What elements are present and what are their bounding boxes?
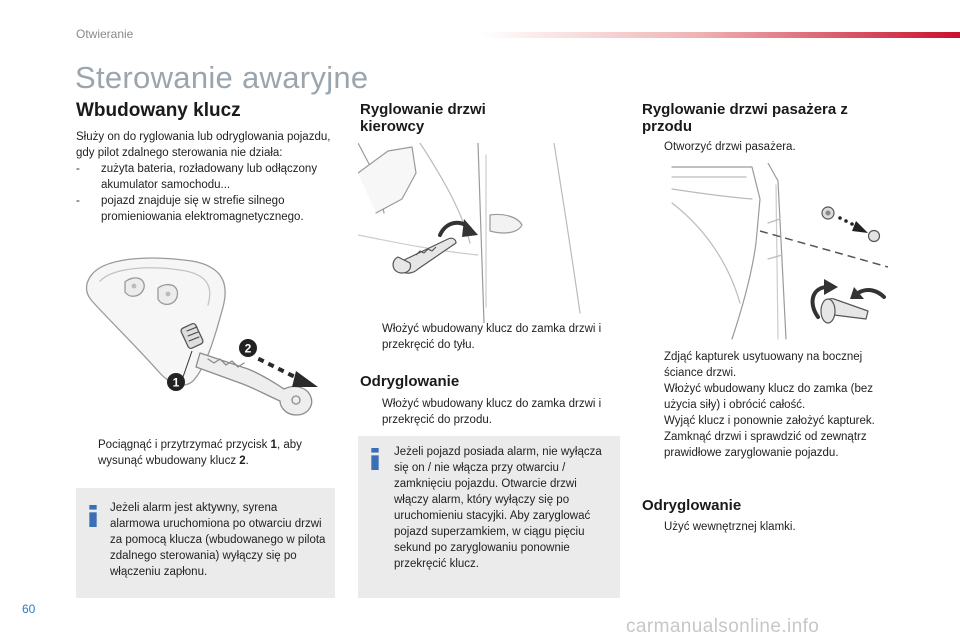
list-item	[76, 193, 346, 225]
list-item-text: pojazd znajduje się w strefie silnego promieniowania elektromagnetycznego.	[101, 195, 304, 223]
instruction-check-lock	[642, 429, 892, 461]
bullet-arrow-icon	[642, 429, 664, 461]
list-dash: -	[76, 195, 80, 207]
callout-2: 2	[244, 341, 252, 356]
instruction-text: Włożyć wbudowany klucz do zamka (bez użycia siły) i obrócić całość.	[664, 383, 873, 411]
instruction-driver-unlock	[360, 396, 618, 428]
instruction-insert-key	[642, 381, 892, 413]
bullet-arrow-icon	[642, 519, 664, 535]
instruction-text: Pociągnąć i przytrzymać przycisk 1, aby wysunąć wbudowany klucz 2.	[98, 439, 302, 467]
info-box-alarm-superlock	[358, 436, 620, 598]
instruction-passenger-unlock	[642, 519, 892, 535]
passenger-door-illustration	[668, 163, 888, 343]
info-icon	[368, 448, 382, 470]
list-item	[76, 161, 346, 193]
driver-door-illustration	[358, 143, 620, 323]
bullet-arrow-icon	[642, 349, 664, 381]
info-text: Jeżeli alarm jest aktywny, syrena alarmowa uruchomiona po otwarciu drzwi za pomocą klucza (wbudowanego w pilota zdalnego sterowania) wyłączy się po włączeniu zapłonu.	[110, 502, 326, 578]
instruction-pull-key	[76, 437, 344, 469]
instruction-replace-cap	[642, 413, 892, 429]
bullet-arrow-icon	[76, 437, 98, 469]
bullet-arrow-icon	[642, 381, 664, 413]
heading-built-in-key: Wbudowany klucz	[76, 100, 241, 121]
list-item-text: zużyta bateria, rozładowany lub odłączony akumulator samochodu...	[101, 163, 318, 191]
instruction-text: Zdjąć kapturek usytuowany na bocznej ściance drzwi.	[664, 351, 863, 379]
instruction-text: Wyjąć klucz i ponownie założyć kapturek.	[664, 415, 875, 427]
info-box-alarm	[76, 488, 335, 598]
info-icon	[86, 505, 100, 527]
watermark: carmanualsonline.info	[626, 616, 820, 637]
running-header: Otwieranie	[76, 27, 134, 41]
page-number: 60	[22, 602, 36, 616]
instruction-text: Włożyć wbudowany klucz do zamka drzwi i przekręcić do tyłu.	[382, 323, 602, 351]
list-dash: -	[76, 163, 80, 175]
instruction-text: Zamknąć drzwi i sprawdzić od zewnątrz prawidłowe zaryglowanie pojazdu.	[664, 431, 867, 459]
svg-text:i: i	[92, 523, 94, 525]
instruction-open-passenger-door	[642, 139, 892, 155]
callout-1: 1	[172, 375, 180, 390]
instruction-text: Użyć wewnętrznej klamki.	[664, 521, 796, 533]
page-title: Sterowanie awaryjne	[75, 60, 369, 95]
info-text: Jeżeli pojazd posiada alarm, nie wyłącza się on / nie włącza przy otwarciu / zamknięciu pojazdu. Otwarcie drzwi włączy alarm, który wyłączy się po uruchomieniu stacyjki. Aby zaryglować pojazd superzamkiem, w ciągu pięciu sekund po zaryglowaniu ponownie przekręcić klucz.	[394, 446, 602, 570]
bullet-arrow-icon	[360, 321, 382, 353]
heading-unlock-passenger: Odryglowanie	[642, 497, 742, 514]
built-in-key-description	[76, 129, 346, 225]
instruction-remove-cap	[642, 349, 892, 381]
intro-text: Służy on do ryglowania lub odryglowania pojazdu, gdy pilot zdalnego sterowania nie działa:	[76, 131, 331, 159]
instruction-driver-lock	[360, 321, 618, 353]
instruction-text: Otworzyć drzwi pasażera.	[664, 141, 796, 153]
bullet-arrow-icon	[642, 413, 664, 429]
instruction-text: Włożyć wbudowany klucz do zamka drzwi i przekręcić do przodu.	[382, 398, 602, 426]
heading-driver-door-lock: Ryglowanie drzwi kierowcy	[360, 101, 486, 135]
header-accent-bar	[480, 32, 960, 38]
heading-passenger-door-lock: Ryglowanie drzwi pasażera z przodu	[642, 101, 848, 135]
heading-unlock-driver: Odryglowanie	[360, 373, 460, 390]
bullet-arrow-icon	[642, 139, 664, 155]
remote-key-illustration	[80, 255, 340, 430]
bullet-arrow-icon	[360, 396, 382, 428]
